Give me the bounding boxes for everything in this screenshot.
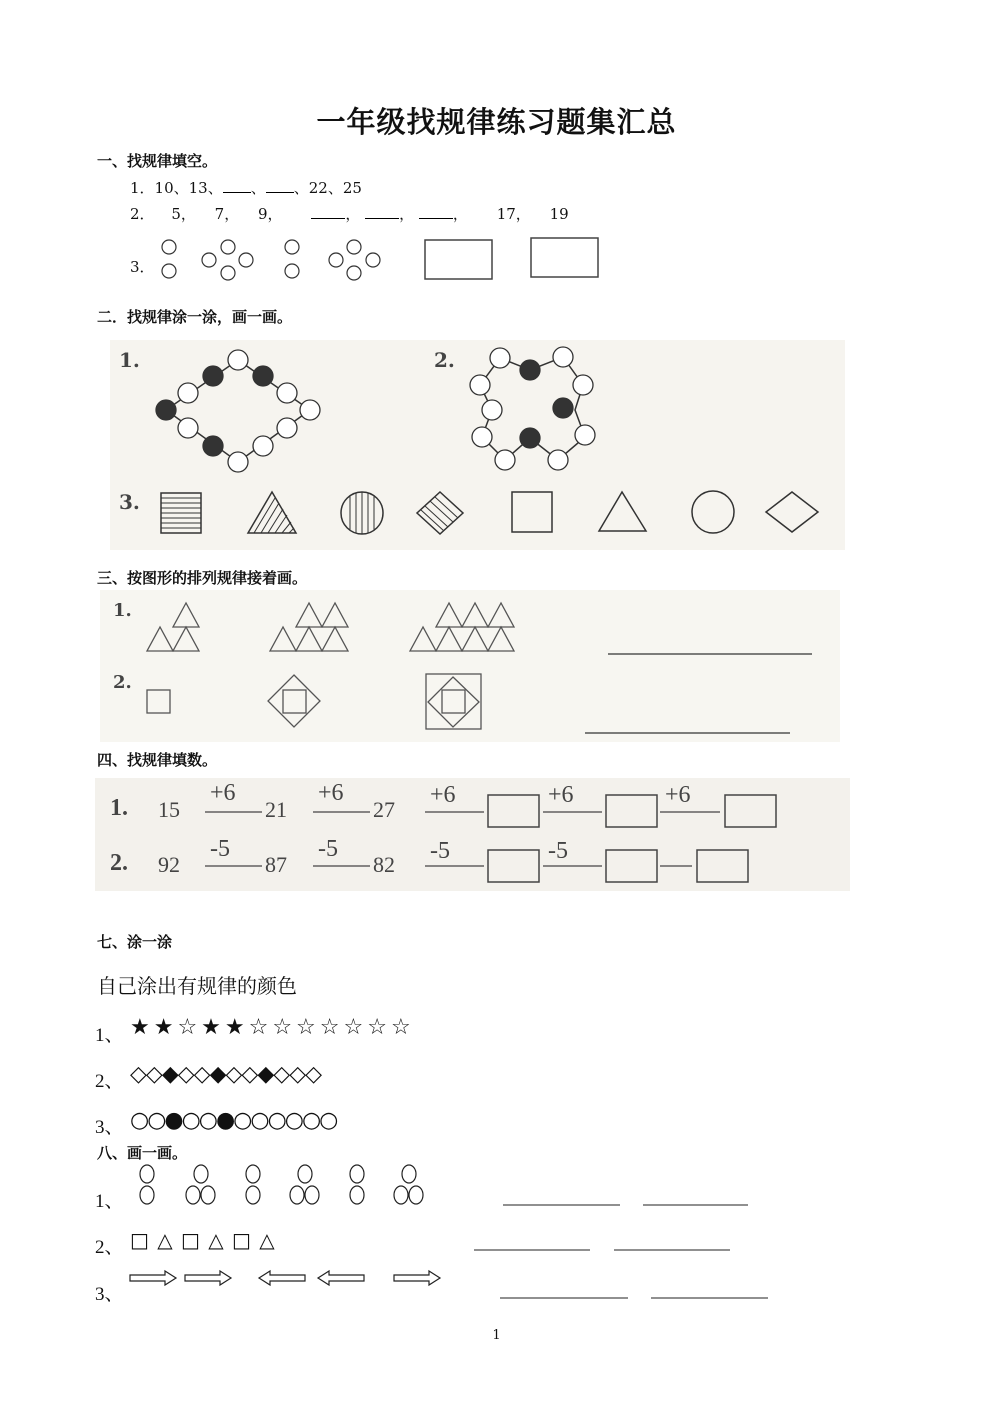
q1-2-comma: ， bbox=[452, 205, 468, 223]
seq-value: 21 bbox=[265, 797, 287, 822]
right-arrow-shape bbox=[130, 1271, 176, 1285]
q1-2-v3: 9， bbox=[257, 205, 283, 223]
diamond-row[interactable]: ◇◇◆◇◇◆◇◇◆◇◇◇ bbox=[130, 1062, 322, 1087]
figure-number: 1. bbox=[119, 348, 140, 372]
square-triangle-row: □ △ □ △ □ △ bbox=[130, 1228, 275, 1252]
operator-label: -5 bbox=[318, 836, 338, 862]
row-number: 2. bbox=[110, 850, 128, 876]
row-label: 2、 bbox=[95, 1071, 124, 1092]
page-title: 一年级找规律练习题集汇总 bbox=[316, 105, 677, 139]
seq-value: 15 bbox=[158, 797, 180, 822]
q1-2-v2: 7， bbox=[214, 205, 240, 223]
seq-value: 27 bbox=[373, 797, 395, 822]
row-label: 1、 bbox=[95, 1191, 124, 1212]
q1-2-label: 2． bbox=[130, 205, 155, 223]
left-arrow-shape bbox=[259, 1271, 305, 1285]
section-8-heading: 八、画一画。 bbox=[97, 1144, 188, 1162]
q1-1-sep: 、 bbox=[250, 179, 266, 197]
section-4-heading: 四、找规律填数。 bbox=[97, 751, 218, 769]
q1-1-start: 10、13、 bbox=[154, 179, 223, 197]
operator-label: +6 bbox=[430, 782, 456, 808]
figure-number: 2. bbox=[113, 672, 132, 693]
figure-number: 2. bbox=[434, 348, 455, 372]
q1-1-end: 、22、25 bbox=[293, 179, 362, 197]
operator-label: -5 bbox=[430, 838, 450, 864]
operator-label: +6 bbox=[548, 782, 574, 808]
row-label: 3、 bbox=[95, 1117, 124, 1138]
q1-1-label: 1． bbox=[130, 179, 155, 197]
operator-label: +6 bbox=[318, 780, 344, 806]
seq-value: 82 bbox=[373, 852, 395, 877]
left-arrow-shape bbox=[318, 1271, 364, 1285]
section-2-heading: 二．找规律涂一涂，画一画。 bbox=[97, 308, 293, 326]
operator-label: -5 bbox=[548, 838, 568, 864]
q1-2-comma: ， bbox=[399, 205, 415, 223]
section-3-heading: 三、按图形的排列规律接着画。 bbox=[97, 569, 308, 587]
section-1-heading: 一、找规律填空。 bbox=[97, 152, 218, 170]
right-arrow-shape bbox=[394, 1271, 440, 1285]
q1-2-v4: 17， bbox=[496, 205, 531, 223]
instruction-text: 自己涂出有规律的颜色 bbox=[97, 974, 297, 998]
row-label: 2、 bbox=[95, 1237, 124, 1258]
row-label: 3、 bbox=[95, 1284, 124, 1305]
star-row[interactable]: ★★☆★★☆☆☆☆☆☆☆ bbox=[130, 1015, 415, 1040]
q1-2-v5: 19 bbox=[549, 205, 569, 223]
row-number: 1. bbox=[110, 795, 128, 821]
figure-number: 3. bbox=[119, 490, 140, 514]
right-arrow-shape bbox=[185, 1271, 231, 1285]
operator-label: +6 bbox=[665, 782, 691, 808]
page-number: 1 bbox=[492, 1328, 501, 1343]
operator-label: -5 bbox=[210, 836, 230, 862]
q1-3-label: 3． bbox=[130, 258, 155, 276]
seq-value: 92 bbox=[158, 852, 180, 877]
q1-2-comma: ， bbox=[345, 205, 361, 223]
operator-label: +6 bbox=[210, 780, 236, 806]
q1-2-v1: 5， bbox=[171, 205, 196, 223]
row-label: 1、 bbox=[95, 1025, 124, 1046]
figure-number: 1. bbox=[113, 600, 132, 621]
seq-value: 87 bbox=[265, 852, 287, 877]
section-7-heading: 七、涂一涂 bbox=[97, 933, 173, 951]
circle-row[interactable]: ○○●○○●○○○○○○ bbox=[130, 1108, 337, 1133]
